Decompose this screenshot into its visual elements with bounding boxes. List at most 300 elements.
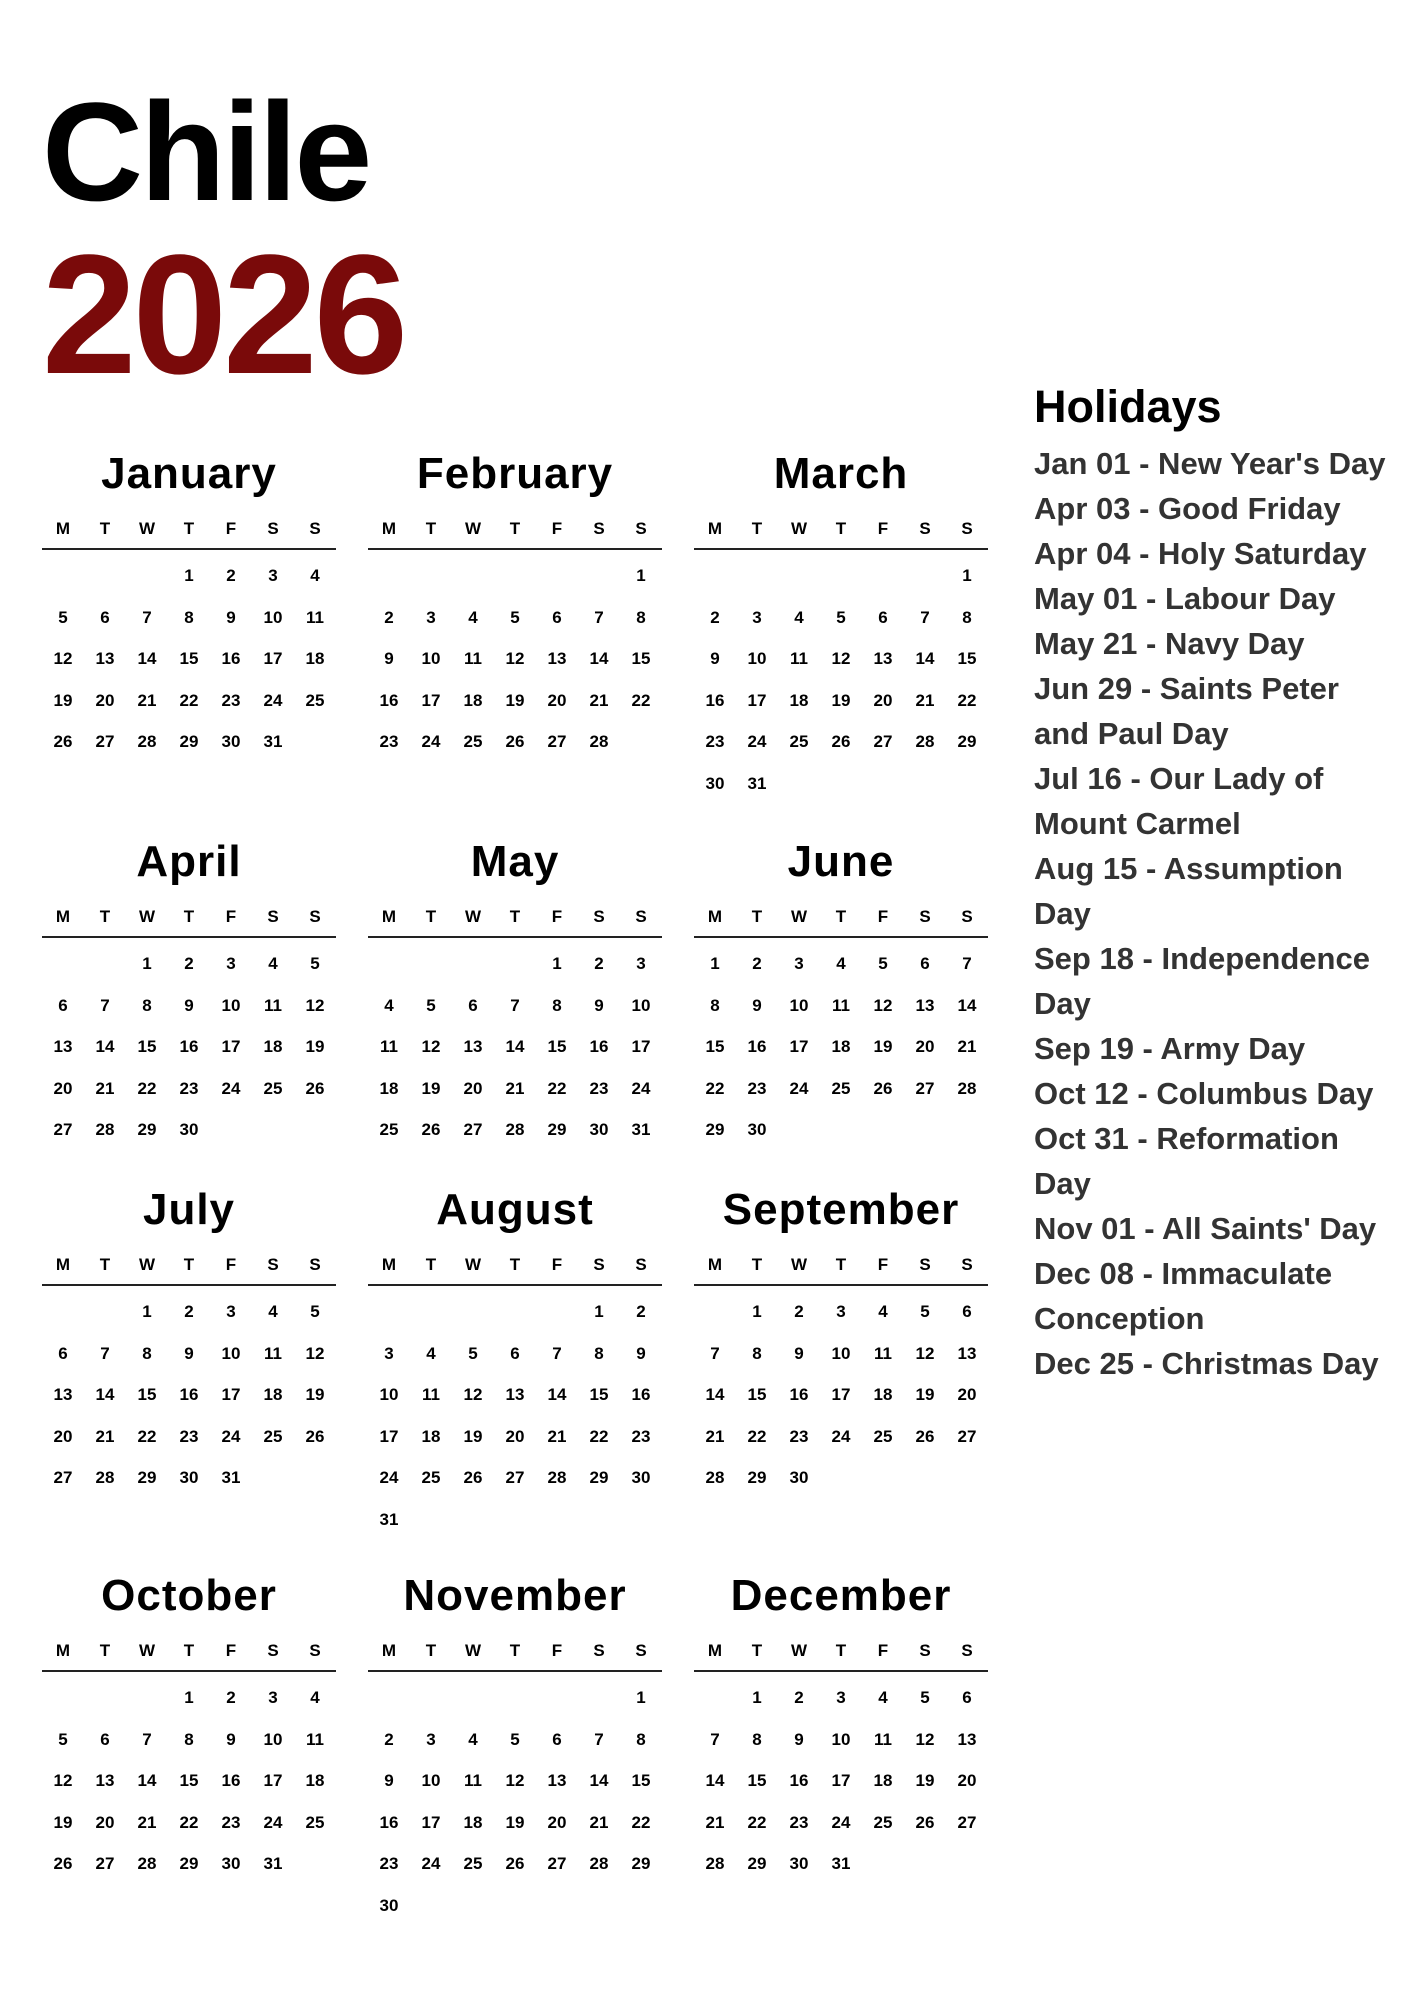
day-cell: 25 [379,1120,399,1139]
day-cell: 1 [184,1688,194,1707]
day-cell: 6 [100,607,110,627]
weekday-label: S [635,1255,647,1274]
day-cell: 21 [505,1078,525,1098]
month-name: December [730,1571,952,1620]
empty-day-cell [578,1508,620,1550]
empty-day-cell [946,1852,988,1894]
day-cell: 1 [636,566,646,585]
weekday-label: T [99,1641,111,1660]
weekday-label: F [225,907,237,926]
day-cell: 22 [705,1078,725,1098]
day-cell: 10 [789,995,809,1015]
day-cell: 17 [263,649,283,668]
day-cell: 26 [505,732,525,751]
holiday-item: Nov 01 - All Saints' Day [1034,1211,1377,1246]
day-cell: 23 [179,1078,199,1098]
day-cell: 28 [589,1854,609,1873]
day-cell: 11 [306,607,324,627]
day-cell: 17 [421,1812,441,1832]
empty-day-cell [820,772,862,814]
weekday-label: S [309,907,321,926]
week-row [368,1852,662,1894]
weekday-label: T [425,519,437,538]
week-row [368,1300,662,1342]
weekday-label: F [877,1641,889,1660]
empty-day-cell [84,1686,126,1728]
day-cell: 26 [305,1078,325,1098]
day-cell: 20 [957,1385,977,1404]
day-cell: 7 [594,1729,604,1749]
day-cell: 27 [915,1078,935,1098]
day-cell: 7 [594,607,604,627]
day-cell: 25 [263,1078,283,1098]
month-march [694,449,988,813]
day-cell: 12 [421,1037,441,1056]
day-cell: 20 [547,690,567,710]
empty-day-cell [368,564,410,606]
weekday-label: S [309,1255,321,1274]
day-cell: 23 [379,732,399,751]
day-cell: 16 [379,690,399,710]
empty-day-cell [294,1466,336,1508]
week-row [694,1035,988,1077]
day-cell: 17 [221,1037,241,1056]
weekday-label: F [551,907,563,926]
day-cell: 29 [137,1120,157,1139]
weekday-label: T [835,1641,847,1660]
day-cell: 3 [426,607,436,627]
weekday-label: T [509,519,521,538]
empty-day-cell [578,564,620,606]
day-cell: 3 [794,954,804,973]
empty-day-cell [84,564,126,606]
weekday-label: W [790,1641,808,1660]
empty-day-cell [452,564,494,606]
day-cell: 6 [552,1729,562,1749]
day-cell: 30 [221,732,241,751]
empty-day-cell [452,1508,494,1550]
weekday-divider [694,548,988,550]
month-name: October [101,1571,277,1620]
week-row [368,1342,662,1384]
weekday-label: S [961,519,973,538]
day-cell: 7 [710,1729,720,1749]
day-cell: 16 [789,1385,809,1404]
day-cell: 21 [137,690,157,710]
weekday-label: T [425,1641,437,1660]
day-cell: 8 [552,995,562,1015]
day-cell: 16 [221,649,241,668]
day-cell: 26 [505,1854,525,1873]
week-row [694,647,988,689]
day-cell: 2 [226,566,236,585]
day-cell: 19 [53,690,73,710]
week-row [368,1077,662,1119]
day-cell: 20 [53,1426,73,1446]
day-cell: 5 [878,954,888,973]
day-cell: 6 [962,1688,972,1707]
day-cell: 4 [878,1688,888,1707]
day-cell: 30 [589,1120,609,1139]
day-cell: 12 [873,995,893,1015]
day-cell: 31 [221,1468,241,1487]
day-cell: 17 [421,690,441,710]
day-cell: 27 [463,1120,483,1139]
day-cell: 28 [915,732,935,751]
week-row [368,1686,662,1728]
empty-day-cell [778,772,820,814]
weekday-label: M [55,519,71,538]
month-name: May [470,837,560,886]
day-cell: 23 [379,1854,399,1873]
weekday-divider [694,1670,988,1672]
week-row [42,1852,336,1894]
day-cell: 20 [53,1078,73,1098]
holidays-panel [1034,381,1394,1386]
day-cell: 11 [832,995,850,1015]
holiday-item: Oct 31 - Reformation Day [1034,1121,1339,1201]
month-name: February [416,449,614,498]
weekday-header [42,900,336,934]
day-cell: 7 [552,1343,562,1363]
day-cell: 5 [920,1302,930,1321]
week-row [42,1342,336,1384]
weekday-label: T [99,519,111,538]
day-cell: 4 [310,566,320,585]
day-cell: 29 [589,1468,609,1487]
day-cell: 4 [268,1302,278,1321]
day-cell: 22 [137,1426,157,1446]
empty-day-cell [294,1852,336,1894]
day-cell: 25 [831,1078,851,1098]
day-cell: 3 [268,566,278,585]
day-cell: 25 [789,732,809,751]
empty-day-cell [294,1118,336,1160]
week-row [42,1728,336,1770]
day-cell: 8 [752,1343,762,1363]
day-cell: 8 [636,1729,646,1749]
day-cell: 24 [631,1078,651,1098]
day-cell: 14 [589,1771,609,1790]
day-cell: 13 [95,1771,115,1790]
day-cell: 19 [305,1385,325,1404]
day-cell: 26 [915,1812,935,1832]
week-row [694,994,988,1036]
day-cell: 30 [379,1895,399,1915]
day-cell: 29 [957,732,977,751]
day-cell: 5 [920,1688,930,1707]
weekday-label: S [309,519,321,538]
day-cell: 26 [305,1426,325,1446]
day-cell: 23 [179,1426,199,1446]
day-cell: 26 [53,732,73,751]
day-cell: 14 [137,649,157,668]
day-cell: 20 [95,690,115,710]
weekday-divider [368,936,662,938]
day-cell: 17 [631,1037,651,1056]
week-row [694,1466,988,1508]
empty-day-cell [536,1686,578,1728]
week-row [694,952,988,994]
weekday-header [42,512,336,546]
day-cell: 5 [58,1729,68,1749]
day-cell: 16 [589,1037,609,1056]
day-cell: 3 [426,1729,436,1749]
day-cell: 13 [463,1037,483,1056]
day-cell: 3 [836,1688,846,1707]
day-cell: 30 [221,1854,241,1873]
day-cell: 21 [915,690,935,710]
weekday-label: T [99,1255,111,1274]
month-july [42,1185,336,1508]
day-cell: 28 [137,732,157,751]
weekday-label: W [464,907,482,926]
day-cell: 9 [752,995,762,1015]
day-cell: 24 [831,1426,851,1446]
day-cell: 1 [594,1302,604,1321]
holiday-item: Apr 03 - Good Friday [1034,491,1341,526]
day-cell: 9 [226,1729,236,1749]
day-cell: 26 [53,1854,73,1873]
day-cell: 18 [873,1385,893,1404]
day-cell: 27 [547,732,567,751]
day-cell: 28 [137,1854,157,1873]
day-cell: 18 [421,1426,441,1446]
day-cell: 24 [221,1426,241,1446]
day-cell: 21 [137,1812,157,1832]
weekday-label: M [707,1255,723,1274]
weekday-label: S [919,1255,931,1274]
day-cell: 27 [53,1468,73,1487]
month-name: September [722,1185,960,1234]
day-cell: 11 [874,1729,892,1749]
day-cell: 10 [263,607,283,627]
day-cell: 2 [226,1688,236,1707]
weekday-label: T [751,1641,763,1660]
day-cell: 8 [142,995,152,1015]
month-name: March [773,449,909,498]
day-cell: 6 [962,1302,972,1321]
month-april [42,837,336,1160]
empty-day-cell [126,564,168,606]
week-row [694,606,988,648]
empty-day-cell [494,1300,536,1342]
day-cell: 18 [263,1037,283,1056]
day-cell: 1 [710,954,720,973]
day-cell: 6 [920,954,930,973]
weekday-label: T [751,907,763,926]
day-cell: 14 [547,1385,567,1404]
day-cell: 1 [552,954,562,973]
weekday-label: M [55,1255,71,1274]
day-cell: 12 [831,649,851,668]
month-september [694,1185,988,1508]
day-cell: 9 [794,1729,804,1749]
day-cell: 10 [421,1771,441,1790]
day-cell: 5 [310,1302,320,1321]
day-cell: 16 [179,1037,199,1056]
weekday-header [694,512,988,546]
day-cell: 15 [747,1385,767,1404]
day-cell: 17 [747,690,767,710]
day-cell: 29 [137,1468,157,1487]
month-december [694,1571,988,1894]
day-cell: 27 [957,1426,977,1446]
weekday-label: S [267,1255,279,1274]
day-cell: 13 [547,649,567,668]
day-cell: 19 [505,1812,525,1832]
empty-day-cell [778,1118,820,1160]
weekday-header [368,1634,662,1668]
empty-day-cell [904,1118,946,1160]
empty-day-cell [820,1118,862,1160]
weekday-header [42,1248,336,1282]
day-cell: 13 [957,1729,977,1749]
holiday-item: May 01 - Labour Day [1034,581,1336,616]
day-cell: 29 [631,1854,651,1873]
day-cell: 21 [957,1037,977,1056]
weekday-label: T [183,907,195,926]
day-cell: 19 [305,1037,325,1056]
weekday-divider [42,548,336,550]
holiday-item: Aug 15 - Assumption Day [1034,851,1343,931]
day-cell: 30 [631,1468,651,1487]
day-cell: 7 [710,1343,720,1363]
empty-day-cell [494,1894,536,1936]
week-row [368,1508,662,1550]
day-cell: 25 [421,1468,441,1487]
day-cell: 15 [589,1385,609,1404]
day-cell: 30 [747,1120,767,1139]
day-cell: 29 [747,1854,767,1873]
day-cell: 24 [263,690,283,710]
day-cell: 7 [142,607,152,627]
empty-day-cell [694,564,736,606]
empty-day-cell [946,772,988,814]
weekday-divider [694,936,988,938]
week-row [42,1769,336,1811]
weekday-label: F [551,1641,563,1660]
day-cell: 30 [789,1854,809,1873]
day-cell: 18 [463,690,483,710]
weekday-label: T [183,1255,195,1274]
month-name: November [403,1571,627,1620]
empty-day-cell [694,1300,736,1342]
week-row [42,606,336,648]
empty-day-cell [494,1686,536,1728]
day-cell: 10 [263,1729,283,1749]
empty-day-cell [862,1466,904,1508]
day-cell: 22 [631,1812,651,1832]
page-title-year: 2026 [42,220,405,410]
week-row [42,1118,336,1160]
empty-day-cell [410,1686,452,1728]
day-cell: 3 [226,954,236,973]
day-cell: 7 [920,607,930,627]
empty-day-cell [252,1466,294,1508]
day-cell: 21 [705,1426,725,1446]
day-cell: 20 [95,1812,115,1832]
day-cell: 11 [264,995,282,1015]
day-cell: 2 [384,1729,394,1749]
day-cell: 17 [263,1771,283,1790]
week-row [368,1728,662,1770]
day-cell: 11 [264,1343,282,1363]
day-cell: 15 [631,1771,651,1790]
day-cell: 4 [268,954,278,973]
month-january [42,449,336,772]
week-row [42,1383,336,1425]
weekday-label: M [707,519,723,538]
week-row [694,1118,988,1160]
day-cell: 11 [306,1729,324,1749]
day-cell: 22 [137,1078,157,1098]
day-cell: 14 [705,1385,725,1404]
week-row [694,730,988,772]
day-cell: 25 [873,1426,893,1446]
day-cell: 12 [463,1385,483,1404]
week-row [694,1811,988,1853]
day-cell: 6 [58,1343,68,1363]
day-cell: 21 [95,1078,115,1098]
weekday-label: T [751,519,763,538]
weekday-label: T [183,1641,195,1660]
day-cell: 31 [831,1854,851,1873]
day-cell: 19 [505,690,525,710]
week-row [42,1686,336,1728]
weekday-divider [694,1284,988,1286]
weekday-header [368,1248,662,1282]
week-row [368,952,662,994]
month-november [368,1571,662,1935]
day-cell: 29 [705,1120,725,1139]
day-cell: 15 [957,649,977,668]
weekday-label: W [464,1255,482,1274]
day-cell: 4 [468,1729,478,1749]
day-cell: 10 [421,649,441,668]
weekday-label: F [551,519,563,538]
day-cell: 26 [421,1120,441,1139]
empty-day-cell [84,1300,126,1342]
day-cell: 18 [789,690,809,710]
empty-day-cell [904,1852,946,1894]
week-row [694,1425,988,1467]
weekday-divider [368,1670,662,1672]
day-cell: 26 [831,732,851,751]
day-cell: 19 [915,1771,935,1790]
weekday-label: W [790,519,808,538]
day-cell: 21 [589,690,609,710]
week-row [368,1894,662,1936]
day-cell: 12 [53,1771,73,1790]
weekday-label: M [381,519,397,538]
day-cell: 11 [874,1343,892,1363]
day-cell: 31 [747,773,767,793]
day-cell: 5 [468,1343,478,1363]
week-row [42,730,336,772]
weekday-label: W [790,1255,808,1274]
day-cell: 10 [831,1343,851,1363]
empty-day-cell [252,1118,294,1160]
empty-day-cell [736,564,778,606]
weekday-label: S [593,519,605,538]
empty-day-cell [42,1300,84,1342]
holiday-list [1034,441,1394,1386]
empty-day-cell [904,564,946,606]
day-cell: 21 [547,1426,567,1446]
day-cell: 12 [305,1343,325,1363]
weekday-label: S [267,1641,279,1660]
